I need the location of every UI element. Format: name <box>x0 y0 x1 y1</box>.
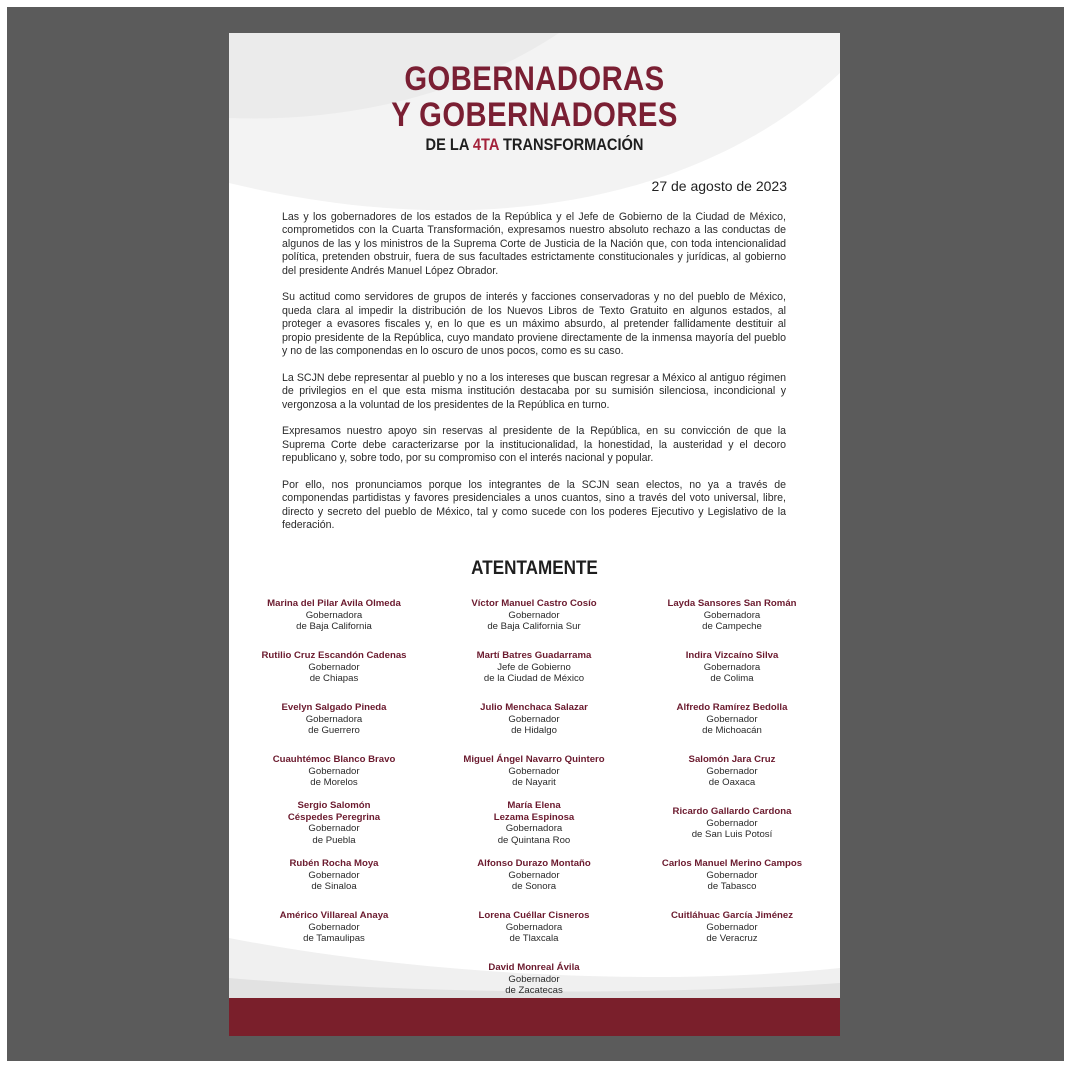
letter-body <box>282 211 786 546</box>
signatory-name: Miguel Ángel Navarro Quintero <box>463 754 605 765</box>
signatory-place: de Baja California Sur <box>487 621 581 633</box>
signatory <box>637 858 827 893</box>
title-line-3-accent: 4TA <box>472 135 499 154</box>
signatory-name: David Monreal Ávila <box>488 962 580 973</box>
signatory-name: Salomón Jara Cruz <box>688 754 776 765</box>
paragraph: Por ello, nos pronunciamos porque los integrantes de la SCJN sean electos, no ya a través de componendas partidistas y favores presidenciales a unos cuantos, sino a través del voto universal, libre, directo y secreto del pueblo de México, tal y como sucede con los poderes Ejecutivo y Legislativo de la federación. <box>282 479 786 532</box>
signatory <box>439 910 629 945</box>
signatory-name: Marina del Pilar Avila Olmeda <box>267 598 401 609</box>
title-line-3 <box>272 135 797 155</box>
signatory-role: Gobernador <box>508 973 560 985</box>
signatory <box>439 598 629 633</box>
signatory-name: Cuauhtémoc Blanco Bravo <box>272 754 396 765</box>
signatory-place: de San Luis Potosí <box>691 829 773 841</box>
signatory-role: Gobernador <box>308 661 360 673</box>
letter-page <box>229 33 840 1036</box>
signatory-name: Ricardo Gallardo Cardona <box>672 806 792 817</box>
signatory <box>239 650 429 685</box>
signatory-role: Gobernadora <box>703 661 761 673</box>
footer-band <box>229 998 840 1036</box>
signatory-role: Gobernador <box>706 921 758 933</box>
letter-date: 27 de agosto de 2023 <box>651 178 787 194</box>
signatory-role: Gobernadora <box>505 921 563 933</box>
signatory-role: Gobernadora <box>505 823 563 835</box>
signatory <box>439 800 629 846</box>
signatory <box>637 702 827 737</box>
signatory <box>439 702 629 737</box>
signatory-role: Gobernador <box>706 713 758 725</box>
signatory-place: de Sinaloa <box>311 881 357 893</box>
signatory <box>637 806 827 841</box>
signatory-place: de Michoacán <box>702 725 762 737</box>
signatory-name: Cuitláhuac García Jiménez <box>670 910 794 921</box>
signatory-place: de Puebla <box>312 834 356 846</box>
closing-heading: ATENTAMENTE <box>471 558 598 579</box>
signatory-place: de Guerrero <box>308 725 360 737</box>
signatory-role: Gobernadora <box>305 713 363 725</box>
signatory-name: Indira Vizcaíno Silva <box>685 650 779 661</box>
signatory <box>239 910 429 945</box>
signatory-name-line-2: Céspedes Peregrina <box>287 811 381 823</box>
signatory-place: de la Ciudad de México <box>483 673 585 685</box>
title-line-3-prefix: DE LA <box>425 135 473 154</box>
signatory-place: de Sonora <box>511 881 557 893</box>
signatory-name: Martí Batres Guadarrama <box>476 650 592 661</box>
paragraph: La SCJN debe representar al pueblo y no a los intereses que buscan regresar a México al antiguo régimen de privilegios en el que esta misma institución destacaba por su sumisión silenciosa, incondicional y vergonzosa a la voluntad de los presidentes de la República en turno. <box>282 371 786 411</box>
signatory-role: Gobernador <box>508 765 560 777</box>
signatory-name: María Elena <box>507 800 561 811</box>
signatory-place: de Colima <box>710 673 754 685</box>
signatory-role: Gobernadora <box>703 609 761 621</box>
signatory-place: de Zacatecas <box>505 985 563 997</box>
signatory-name: Alfonso Durazo Montaño <box>477 858 591 869</box>
signatory-role: Gobernador <box>706 765 758 777</box>
paragraph: Las y los gobernadores de los estados de la República y el Jefe de Gobierno de la Ciudad de México, comprometidos con la Cuarta Transformación, expresamos nuestro absoluto rechazo a las conductas de algunos de las y los ministros de la Suprema Corte de Justicia de la Nación que, con toda intencionalidad política, pretenden obstruir, fuera de sus facultades estrictamente constitucionales y jurídicas, al gobierno del presidente Andrés Manuel López Obrador. <box>282 211 786 277</box>
signatory-role: Gobernadora <box>305 609 363 621</box>
signatory-place: de Quintana Roo <box>497 834 571 846</box>
title-line-3-suffix: TRANSFORMACIÓN <box>498 135 644 154</box>
signatory-role: Gobernador <box>508 713 560 725</box>
signatory-name: Américo Villareal Anaya <box>279 910 389 921</box>
signatory <box>637 598 827 633</box>
signatory-name: Rutilio Cruz Escandón Cadenas <box>261 650 407 661</box>
signatory <box>439 962 629 997</box>
signatory-name: Lorena Cuéllar Cisneros <box>478 910 590 921</box>
title-line-1: GOBERNADORAS <box>404 60 665 98</box>
signatory-name: Rubén Rocha Moya <box>289 858 379 869</box>
signatory <box>239 858 429 893</box>
signatory-place: de Nayarit <box>512 777 556 789</box>
signatory-role: Gobernador <box>308 921 360 933</box>
signatory-place: de Campeche <box>702 621 762 633</box>
signatory-place: de Hidalgo <box>511 725 557 737</box>
paragraph: Su actitud como servidores de grupos de interés y facciones conservadoras y no del pueblo de México, queda clara al impedir la distribución de los Nuevos Libros de Texto Gratuito en algunos estados, al proteger a evasores fiscales y, en lo que es un máximo absurdo, al pretender fallidamente destituir al propio presidente de la República, cuyo mandato proviene directamente de la inmensa mayoría del pueblo y no de las componendas en lo oscuro de unos pocos, como es su caso. <box>282 291 786 358</box>
signatory <box>637 754 827 789</box>
signatory <box>439 754 629 789</box>
signatory <box>637 650 827 685</box>
signatory-role: Gobernador <box>308 765 360 777</box>
letter-header <box>229 61 840 155</box>
signatory-role: Gobernador <box>308 823 360 835</box>
signatory-place: de Chiapas <box>309 673 359 685</box>
signatory-place: de Tabasco <box>707 881 757 893</box>
signatory-role: Gobernador <box>706 817 758 829</box>
signatory-role: Gobernador <box>508 609 560 621</box>
signatory <box>439 650 629 685</box>
paragraph: Expresamos nuestro apoyo sin reservas al presidente de la República, en su convicción de que la Suprema Corte debe caracterizarse por la institucionalidad, la honestidad, la austeridad y el decoro republicano y, sobre todo, por su compromiso con el interés nacional y popular. <box>282 425 786 465</box>
signatory <box>637 910 827 945</box>
signatory-role: Gobernador <box>508 869 560 881</box>
signatory-name: Víctor Manuel Castro Cosío <box>471 598 597 609</box>
signatory <box>439 858 629 893</box>
signatory-name: Sergio Salomón <box>297 800 371 811</box>
signatory-place: de Baja California <box>296 621 372 633</box>
signatory-name: Carlos Manuel Merino Campos <box>661 858 803 869</box>
signatory-name-line-2: Lezama Espinosa <box>493 811 575 823</box>
signatory-place: de Morelos <box>310 777 358 789</box>
signatory-role: Gobernador <box>308 869 360 881</box>
signatory-name: Layda Sansores San Román <box>667 598 797 609</box>
signatory-role: Gobernador <box>706 869 758 881</box>
signatory <box>239 702 429 737</box>
signatory-place: de Tlaxcala <box>509 933 559 945</box>
signatory-name: Evelyn Salgado Pineda <box>281 702 387 713</box>
signatory <box>239 598 429 633</box>
signatory-place: de Oaxaca <box>708 777 756 789</box>
signatory-name: Julio Menchaca Salazar <box>480 702 588 713</box>
signatory-place: de Veracruz <box>706 933 758 945</box>
signatory-name: Alfredo Ramírez Bedolla <box>676 702 788 713</box>
signatory-role: Jefe de Gobierno <box>497 661 571 673</box>
title-line-2: Y GOBERNADORES <box>391 96 678 134</box>
signatory-place: de Tamaulipas <box>303 933 365 945</box>
signatory <box>239 754 429 789</box>
signatory <box>239 800 429 846</box>
